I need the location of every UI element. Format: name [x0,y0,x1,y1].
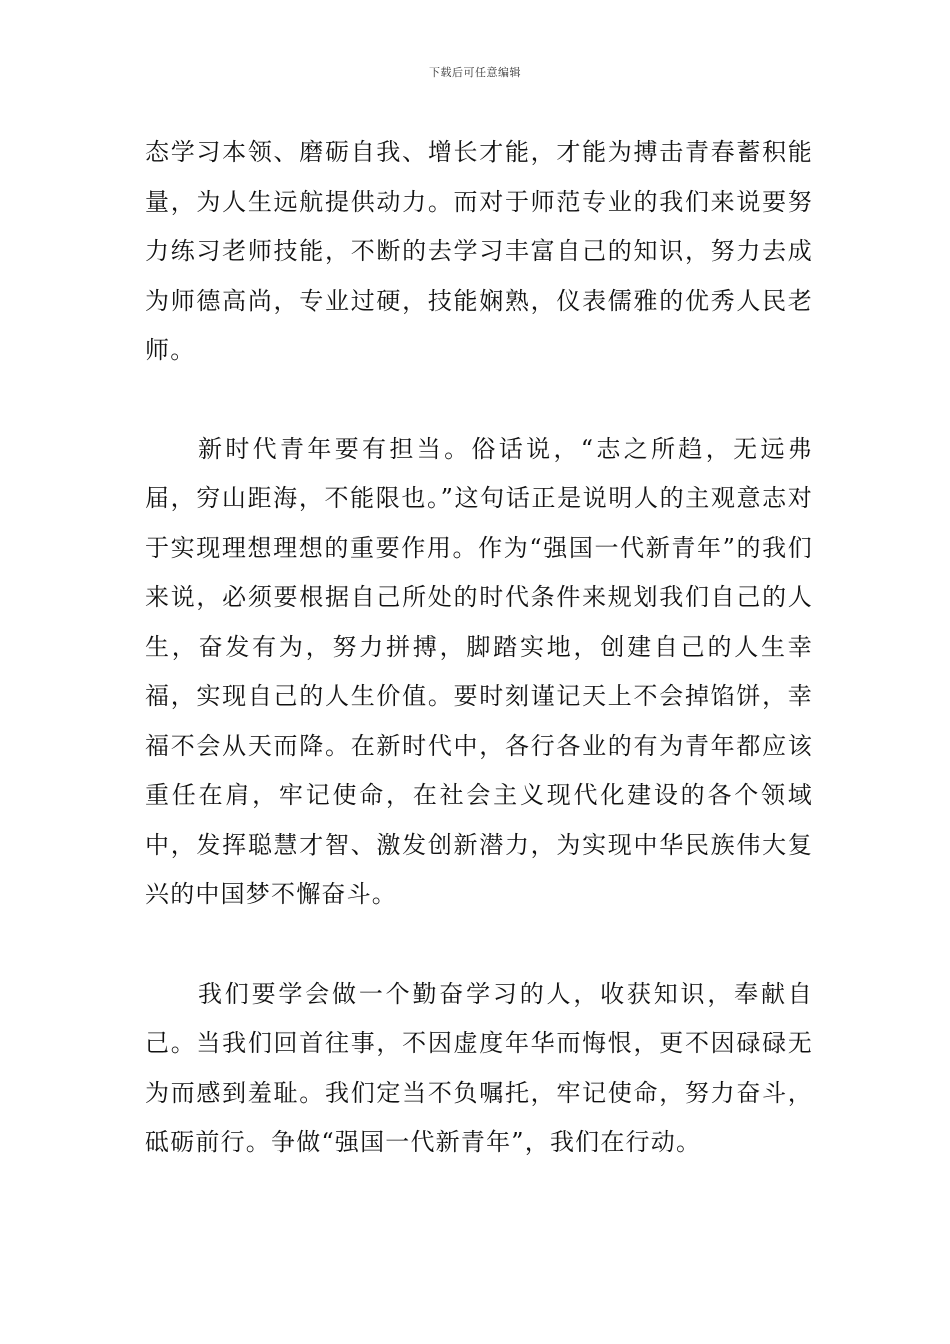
paragraph-diligent-study: 我们要学会做一个勤奋学习的人，收获知识，奉献自己。当我们回首往事，不因虚度年华而悔恨，更不因碌碌无为而感到羞耻。我们定当不负嘱托，牢记使命，努力奋斗，砥砺前行。争做“强国一代新青年”，我们在行动。 [145,979,813,1156]
page-header: 下载后可任意编辑 [429,66,521,79]
paragraph-continuation: 态学习本领、磨砺自我、增长才能，才能为搏击青春蓄积能量，为人生远航提供动力。而对于师范专业的我们来说要努力练习老师技能，不断的去学习丰富自己的知识，努力去成为师德高尚，专业过硬，技能娴熟，仪表儒雅的优秀人民老师。 [145,138,813,364]
document-body [145,128,813,1168]
paragraph-youth-responsibility: 新时代青年要有担当。俗话说，“志之所趋，无远弗届，穷山距海，不能限也。”这句话正是说明人的主观意志对于实现理想理想的重要作用。作为“强国一代新青年”的我们来说，必须要根据自己所处的时代条件来规划我们自己的人生，奋发有为，努力拼搏，脚踏实地，创建自己的人生幸福，实现自己的人生价值。要时刻谨记天上不会掉馅饼，幸福不会从天而降。在新时代中，各行各业的有为青年都应该重任在肩，牢记使命，在社会主义现代化建设的各个领域中，发挥聪慧才智、激发创新潜力，为实现中华民族伟大复兴的中国梦不懈奋斗。 [145,434,813,908]
